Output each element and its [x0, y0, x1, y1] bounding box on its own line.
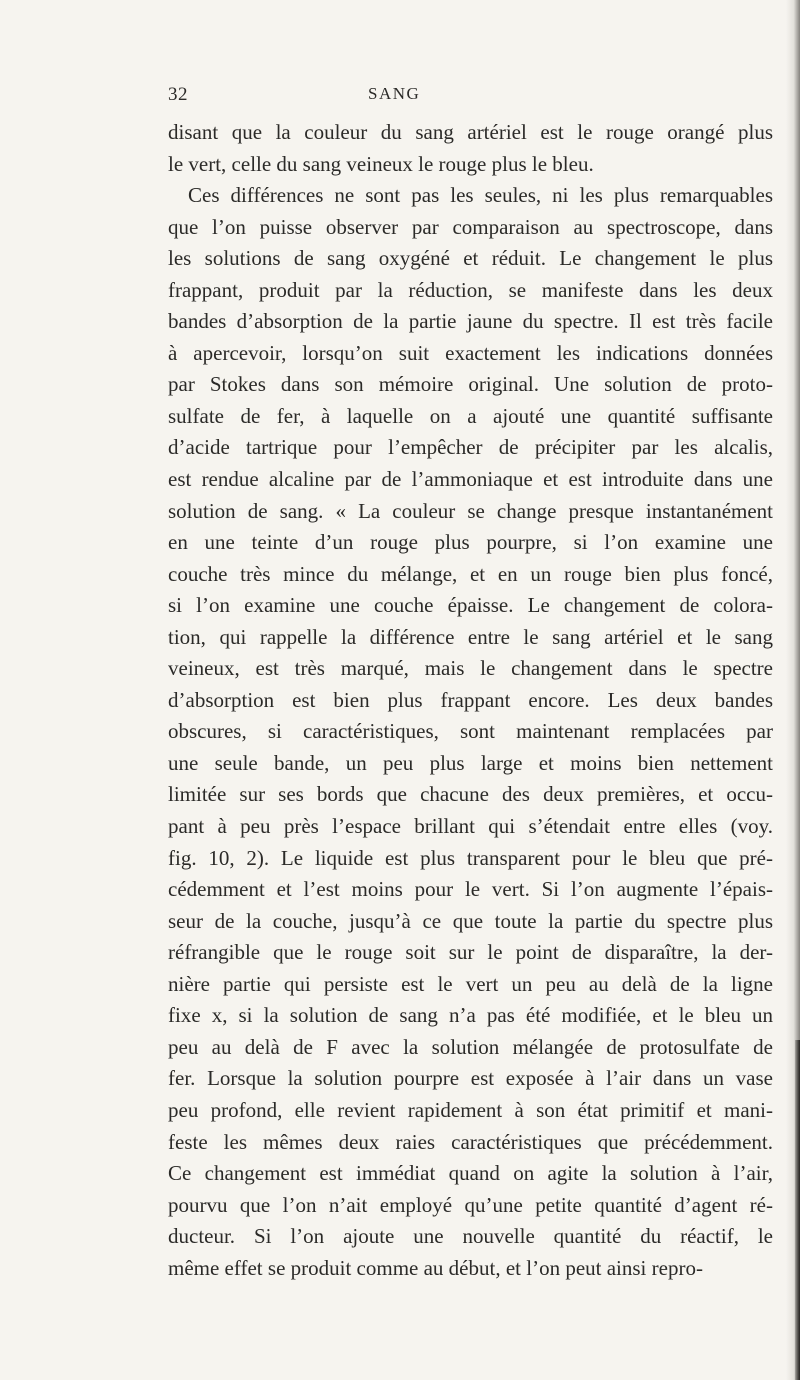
text-line: Ces différences ne sont pas les seules, ni les plus remarquables [188, 183, 773, 208]
text-line: si l’on examine une couche épaisse. Le changement de colora- [168, 593, 773, 618]
page-edge-binding [795, 1040, 800, 1380]
text-line: par Stokes dans son mémoire original. Une solution de proto- [168, 372, 773, 397]
text-line: même effet se produit comme au début, et l’on peut ainsi repro- [168, 1255, 703, 1280]
text-line: veineux, est très marqué, mais le changement dans le spectre [168, 656, 773, 681]
text-line: disant que la couleur du sang artériel est le rouge orangé plus [168, 120, 773, 144]
page-number: 32 [168, 84, 188, 105]
text-line: peu profond, elle revient rapidement à son état primitif et mani- [168, 1097, 773, 1122]
text-line: ducteur. Si l’on ajoute une nouvelle quantité du réactif, le [168, 1224, 773, 1249]
text-line: que l’on puisse observer par comparaison au spectroscope, dans [168, 214, 773, 239]
text-line: nière partie qui persiste est le vert un peu au delà de la ligne [168, 971, 773, 996]
text-line: fig. 10, 2). Le liquide est plus transparent pour le bleu que pré- [168, 845, 773, 870]
text-line: pant à peu près l’espace brillant qui s’étendait entre elles (voy. [168, 814, 773, 839]
text-line: fixe x, si la solution de sang n’a pas été modifiée, et le bleu un [168, 1003, 773, 1028]
text-line: réfrangible que le rouge soit sur le point de disparaître, la der- [168, 940, 773, 965]
text-line: les solutions de sang oxygéné et réduit. Le changement le plus [168, 246, 773, 271]
running-title: SANG [368, 84, 421, 103]
text-line: cédemment et l’est moins pour le vert. Si l’on augmente l’épais- [168, 877, 773, 902]
text-line: fer. Lorsque la solution pourpre est exposée à l’air dans un vase [168, 1066, 773, 1091]
text-line: obscures, si caractéristiques, sont maintenant remplacées par [168, 719, 773, 744]
text-line: couche très mince du mélange, et en un rouge bien plus foncé, [168, 561, 773, 586]
text-line: sulfate de fer, à laquelle on a ajouté une quantité suffisante [168, 403, 773, 428]
text-line: pourvu que l’on n’ait employé qu’une petite quantité d’agent ré- [168, 1192, 773, 1217]
text-line: en une teinte d’un rouge plus pourpre, si l’on examine une [168, 530, 773, 555]
text-line: une seule bande, un peu plus large et moins bien nettement [168, 750, 773, 775]
text-line: frappant, produit par la réduction, se manifeste dans les deux [168, 277, 773, 302]
text-line: le vert, celle du sang veineux le rouge plus le bleu. [168, 151, 594, 176]
text-line: d’acide tartrique pour l’empêcher de précipiter par les alcalis, [168, 435, 773, 460]
text-line: limitée sur ses bords que chacune des deux premières, et occu- [168, 782, 773, 807]
text-line: seur de la couche, jusqu’à ce que toute la partie du spectre plus [168, 908, 773, 933]
text-line: peu au delà de F avec la solution mélangée de protosulfate de [168, 1034, 773, 1059]
text-line: bandes d’absorption de la partie jaune du spectre. Il est très facile [168, 309, 773, 334]
text-line: feste les mêmes deux raies caractéristiques que précédemment. [168, 1129, 773, 1154]
text-line: Ce changement est immédiat quand on agite la solution à l’air, [168, 1161, 773, 1186]
text-line: d’absorption est bien plus frappant encore. Les deux bandes [168, 687, 773, 712]
text-line: tion, qui rappelle la différence entre le sang artériel et le sang [168, 624, 773, 649]
text-line: est rendue alcaline par de l’ammoniaque et est introduite dans une [168, 467, 773, 492]
text-line: solution de sang. « La couleur se change presque instantanément [168, 498, 773, 523]
body-text [168, 117, 773, 1284]
running-head [168, 84, 788, 114]
text-line: à apercevoir, lorsqu’on suit exactement les indications données [168, 340, 773, 365]
